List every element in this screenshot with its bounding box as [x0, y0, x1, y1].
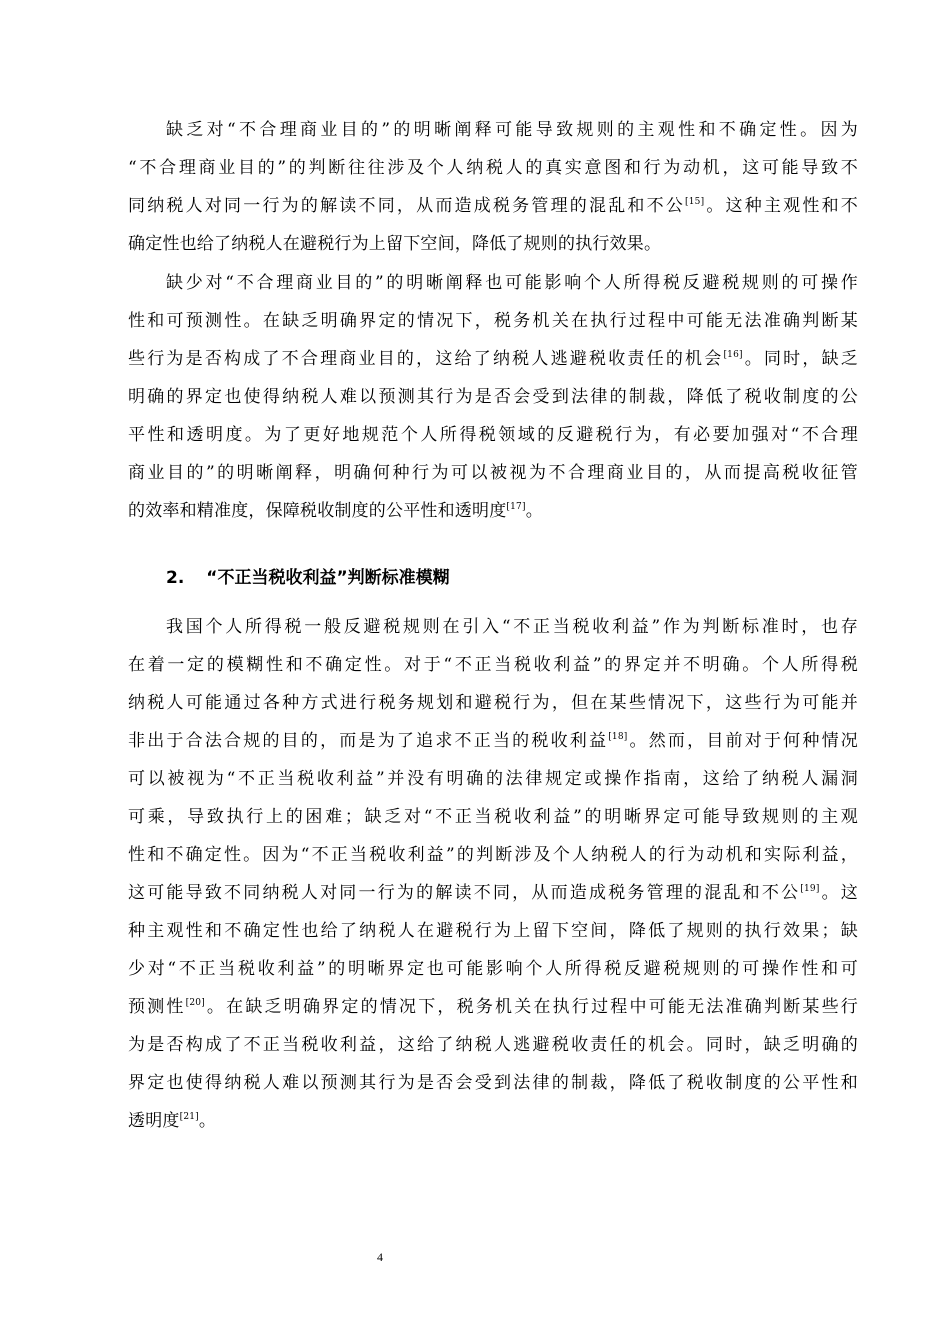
text-line: 缺乏对“不合理商业目的”的明晰阐释可能导致规则的主观性和不确定性。因为: [166, 120, 858, 140]
text-line: [128, 996, 858, 1018]
text-line: 可乘，导致执行上的困难；缺乏对“不正当税收利益”的明晰界定可能导致规则的主观: [128, 807, 858, 827]
text-line: 界定也使得纳税人难以预测其行为是否会受到法律的制裁，降低了税收制度的公平性和: [128, 1073, 858, 1093]
text-segment: 。这: [819, 883, 858, 903]
text-line: 种主观性和不确定性也给了纳税人在避税行为上留下空间，降低了规则的执行效果；缺: [128, 921, 858, 941]
text-segment: 。同时，缺乏: [742, 349, 859, 369]
citation-ref: [15]: [685, 197, 705, 207]
page-number: 4: [377, 1250, 383, 1264]
text-line: [128, 500, 858, 522]
section-number: 2.: [166, 568, 185, 588]
text-line: 明确的界定也使得纳税人难以预测其行为是否会受到法律的制裁，降低了税收制度的公: [128, 387, 858, 407]
text-line: [128, 730, 858, 752]
section-heading: [166, 567, 450, 589]
citation-ref: [17]: [506, 502, 526, 512]
text-segment: 透明度: [128, 1111, 180, 1131]
citation-ref: [20]: [185, 998, 205, 1008]
citation-ref: [21]: [179, 1112, 199, 1122]
text-line: 纳税人可能通过各种方式进行税务规划和避税行为，但在某些情况下，这些行为可能并: [128, 693, 858, 713]
text-line: 为是否构成了不正当税收利益，这给了纳税人逃避税收责任的机会。同时，缺乏明确的: [128, 1035, 858, 1055]
text-segment: 。: [525, 501, 543, 521]
text-line: [128, 1110, 858, 1132]
text-line: 在着一定的模糊性和不确定性。对于“不正当税收利益”的界定并不明确。个人所得税: [128, 655, 858, 675]
text-segment: 些行为是否构成了不合理商业目的，这给了纳税人逃避税收责任的机会: [128, 349, 724, 369]
text-line: 可以被视为“不正当税收利益”并没有明确的法律规定或操作指南，这给了纳税人漏洞: [128, 769, 858, 789]
text-segment: 。: [198, 1111, 217, 1131]
text-line: 性和不确定性。因为“不正当税收利益”的判断涉及个人纳税人的行为动机和实际利益，: [128, 845, 858, 865]
text-segment: 预测性: [128, 997, 186, 1017]
text-segment: 。然而，目前对于何种情况: [627, 731, 859, 751]
text-line: 缺少对“不合理商业目的”的明晰阐释也可能影响个人所得税反避税规则的可操作: [166, 273, 858, 293]
text-segment: 。在缺乏明确界定的情况下，税务机关在执行过程中可能无法准确判断某些行: [204, 997, 858, 1017]
text-line: “不合理商业目的”的判断往往涉及个人纳税人的真实意图和行为动机，这可能导致不: [128, 158, 858, 178]
text-line: [128, 348, 858, 370]
text-line: 少对“不正当税收利益”的明晰界定也可能影响个人所得税反避税规则的可操作性和可: [128, 959, 858, 979]
text-segment: 的效率和精准度，保障税收制度的公平性和透明度: [128, 501, 507, 521]
text-line: [128, 195, 858, 217]
citation-ref: [19]: [800, 884, 820, 894]
text-line: 确定性也给了纳税人在避税行为上留下空间，降低了规则的执行效果。: [128, 234, 662, 254]
text-segment: 这可能导致不同纳税人对同一行为的解读不同，从而造成税务管理的混乱和不公: [128, 883, 801, 903]
text-line: [128, 882, 858, 904]
text-line: 商业目的”的明晰阐释，明确何种行为可以被视为不合理商业目的，从而提高税收征管: [128, 463, 858, 483]
section-title: “不正当税收利益”判断标准模糊: [206, 568, 450, 588]
citation-ref: [18]: [608, 732, 628, 742]
citation-ref: [16]: [723, 350, 743, 360]
text-line: 我国个人所得税一般反避税规则在引入“不正当税收利益”作为判断标准时，也存: [166, 617, 858, 637]
text-segment: 。这种主观性和不: [704, 196, 858, 216]
text-segment: 非出于合法合规的目的，而是为了追求不正当的税收利益: [128, 731, 609, 751]
text-segment: 同纳税人对同一行为的解读不同，从而造成税务管理的混乱和不公: [128, 196, 686, 216]
text-line: 平性和透明度。为了更好地规范个人所得税领域的反避税行为，有必要加强对“不合理: [128, 425, 858, 445]
text-line: 性和可预测性。在缺乏明确界定的情况下，税务机关在执行过程中可能无法准确判断某: [128, 311, 858, 331]
